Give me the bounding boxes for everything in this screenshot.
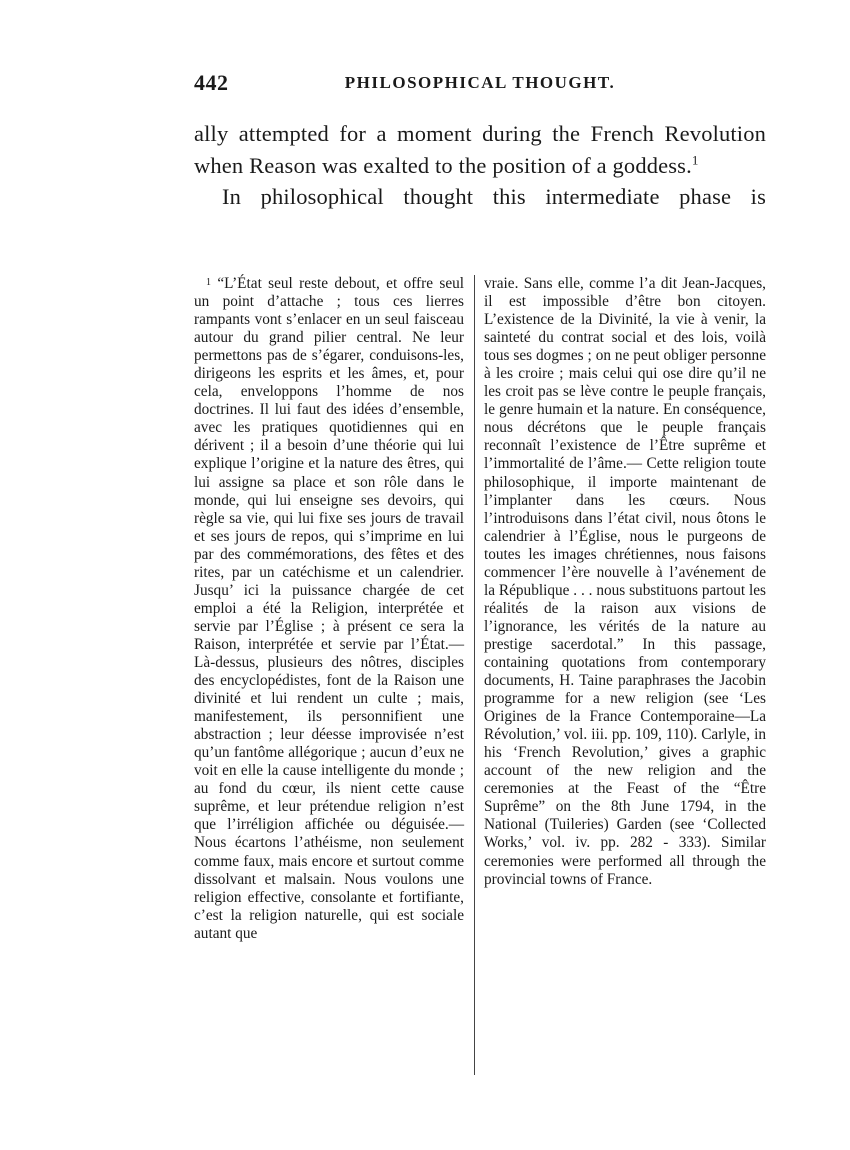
main-paragraph-2: In philosophical thought this intermediate phase is <box>222 184 766 209</box>
page-number: 442 <box>194 70 229 95</box>
main-text <box>194 118 766 213</box>
footnote-marker: 1 <box>206 277 211 288</box>
footnote-column-right <box>484 275 766 889</box>
column-divider <box>474 275 475 1075</box>
footnote-block <box>194 275 766 1085</box>
page-header <box>194 70 766 106</box>
main-paragraph-1 <box>194 118 766 181</box>
footnote-left-text: “L’État seul reste debout, et offre seul un point d’attache ; tous ces lierres rampants vont s’enlacer en un seul faisceau autour du grand pilier central. Ne leur permettons pas de s’égarer, conduisons-les, dirigeons les esprits et les âmes, et, pour cela, enveloppons l’homme de nos doctrines. Il lui faut des idées d’ensemble, avec les pratiques quotidiennes qui en dérivent ; il a besoin d’une théorie qui lui explique l’origine et la nature des êtres, qui lui assigne sa place et son rôle dans le monde, qui lui enseigne ses devoirs, qui règle sa vie, qui lui fixe ses jours de travail et ses jours de repos, qui s’imprime en lui par des commémorations, des fêtes et des rites, par un catéchisme et un calendrier. Jusqu’ ici la puissance chargée de cet emploi a été la Religion, interprétée et servie par l’Église ; à présent ce sera la Raison, interprétée et servie par l’État.—Là-dessus, plusieurs des nôtres, disciples des encyclopédistes, font de la Raison une divinité et lui rendent un culte ; mais, manifestement, ils personnifient une abstraction ; leur déesse improvisée n’est qu’un fantôme allégorique ; aucun d’eux ne voit en elle la cause intelligente du monde ; au fond du cœur, ils nient cette cause suprême, et leur prétendue religion n’est que l’irréligion affichée ou déguisée.—Nous écartons l’athéisme, non seulement comme faux, mais encore et surtout comme dissolvant et malsain. Nous voulons une religion effective, consolante et fortifiante, c’est la religion naturelle, qui est sociale autant que <box>194 275 465 942</box>
main-paragraph-1-text: ally attempted for a moment during the French Revolution when Reason was exalted to the position of a goddess. <box>194 121 766 178</box>
footnote-left-paragraph <box>194 275 464 943</box>
footnote-reference: 1 <box>691 152 699 167</box>
running-head: PHILOSOPHICAL THOUGHT. <box>344 73 616 92</box>
footnote-column-left <box>194 275 464 943</box>
footnote-right-text: vraie. Sans elle, comme l’a dit Jean-Jacques, il est impossible d’être bon citoyen. L’existence de la Divinité, la vie à venir, la sainteté du contrat social et des lois, voilà tous ses dogmes ; on ne peut obliger personne à les croire ; mais celui qui ose dire qu’il ne les croit pas se lève contre le peuple français, le genre humain et la nature. En conséquence, nous décrétons que le peuple français reconnaît l’existence de l’Être suprême et l’immortalité de l’âme.— Cette religion toute philosophique, il importe maintenant de l’implanter dans les cœurs. Nous l’introduisons dans l’état civil, nous ôtons le calendrier à l’Église, nous le purgeons de toutes les images chrétiennes, nous faisons commencer l’ère nouvelle à l’avénement de la République . . . nous substituons partout les réalités de la raison aux visions de l’ignorance, les vérités de la nature au prestige sacerdotal.” In this passage, containing quotations from contemporary documents, H. Taine paraphrases the Jacobin programme for a new religion (see ‘Les Origines de la France Contemporaine—La Révolution,’ vol. iii. pp. 109, 110). Carlyle, in his ‘French Revolution,’ gives a graphic account of the new religion and the ceremonies at the Feast of the “Être Suprême” on the 8th June 1794, in the National (Tuileries) Garden (see ‘Collected Works,’ vol. iv. pp. 282 - 333). Similar ceremonies were performed all through the provincial towns of France. <box>484 275 766 888</box>
